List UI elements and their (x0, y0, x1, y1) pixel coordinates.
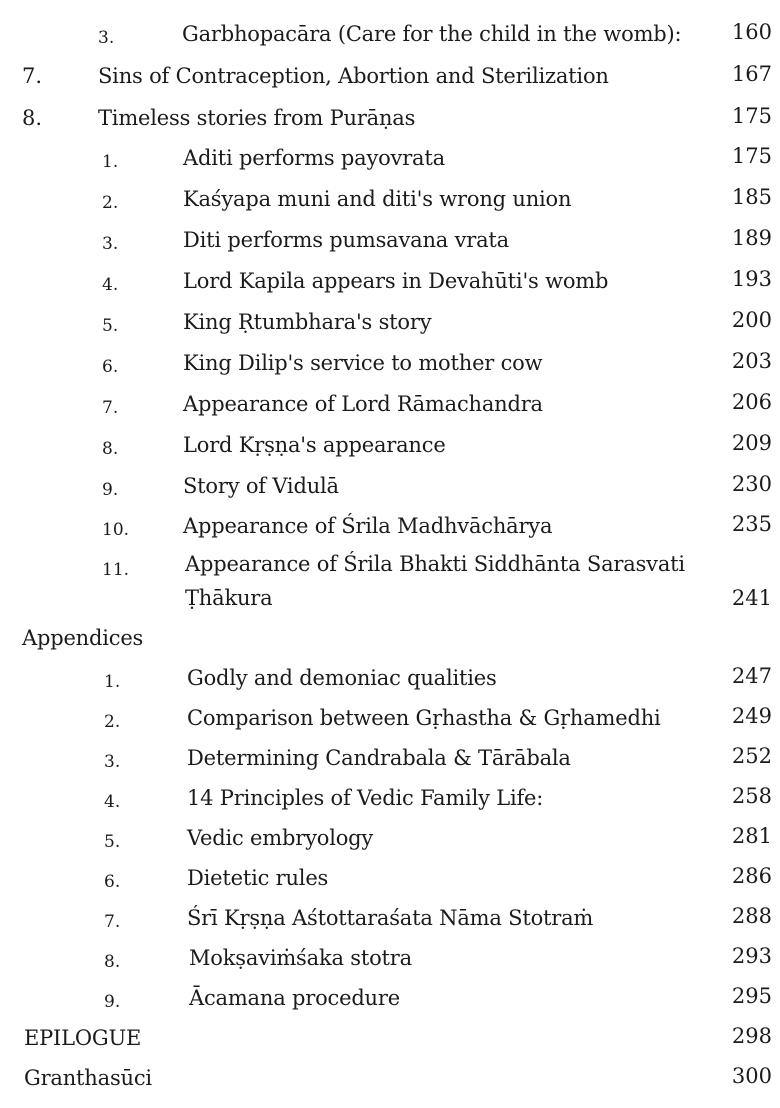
granthasuci-title: Granthasūci (24, 1066, 152, 1090)
entry-page: 203 (731, 349, 772, 373)
entry-page: 249 (731, 704, 772, 728)
entry-page: 206 (731, 390, 772, 414)
entry-number: 7. (22, 64, 43, 88)
entry-title: Appearance of Lord Rāmachandra (183, 392, 543, 416)
entry-title: Timeless stories from Purāṇas (98, 106, 416, 130)
entry-page: 300 (731, 1064, 772, 1088)
entry-number: 1. (104, 672, 121, 692)
entry-number: 7. (102, 398, 119, 418)
entry-page: 193 (731, 267, 772, 291)
entry-title: Kaśyapa muni and diti's wrong union (183, 187, 572, 211)
entry-page: 230 (731, 472, 772, 496)
entry-title: Godly and demoniac qualities (187, 666, 497, 690)
entry-page: 175 (731, 104, 772, 128)
entry-number: 5. (104, 832, 121, 852)
entry-page: 298 (731, 1024, 772, 1048)
entry-page: 286 (731, 864, 772, 888)
entry-number: 6. (104, 872, 121, 892)
entry-page: 185 (731, 185, 772, 209)
entry-page: 281 (731, 824, 772, 848)
toc-entry (0, 822, 780, 862)
toc-entry (0, 470, 780, 510)
entry-title: Dietetic rules (187, 866, 329, 890)
entry-number: 11. (102, 560, 130, 580)
entry-page: 258 (731, 784, 772, 808)
toc-entry (0, 306, 780, 346)
entry-page: 293 (731, 944, 772, 968)
section-heading (0, 624, 780, 664)
entry-page: 167 (731, 62, 772, 86)
entry-number: 8. (102, 439, 119, 459)
entry-page: 241 (731, 586, 772, 610)
entry-page: 200 (731, 308, 772, 332)
entry-number: 7. (104, 912, 121, 932)
entry-number: 3. (98, 28, 115, 48)
entry-title: Diti performs pumsavana vrata (183, 228, 509, 252)
entry-title-continuation: Ṭhākura (185, 586, 273, 610)
entry-number: 4. (104, 792, 121, 812)
entry-title: Appearance of Śrila Bhakti Siddhānta Sarasvati (185, 552, 685, 576)
entry-title: Ācamana procedure (189, 986, 400, 1010)
entry-number: 5. (102, 316, 119, 336)
toc-entry (0, 60, 780, 100)
entry-page: 160 (731, 20, 772, 44)
entry-number: 2. (102, 193, 119, 213)
toc-entry (0, 662, 780, 702)
entry-title: Śrī Kṛṣṇa Aśtottaraśata Nāma Stotraṁ (187, 906, 594, 930)
entry-number: 9. (102, 480, 119, 500)
entry-title: Comparison between Gṛhastha & Gṛhamedhi (187, 706, 661, 730)
toc-entry (0, 982, 780, 1022)
entry-page: 175 (731, 144, 772, 168)
toc-entry (0, 862, 780, 902)
epilogue-title: EPILOGUE (24, 1026, 142, 1050)
entry-number: 8. (22, 106, 43, 130)
toc-entry (0, 1022, 780, 1062)
toc-entry (0, 942, 780, 982)
toc-entry (0, 183, 780, 223)
toc-entry (0, 742, 780, 782)
toc-entry (0, 902, 780, 942)
entry-title: Aditi performs payovrata (183, 146, 445, 170)
toc-entry (0, 224, 780, 264)
entry-number: 4. (102, 275, 119, 295)
entry-number: 2. (104, 712, 121, 732)
appendices-heading: Appendices (22, 626, 144, 650)
toc-entry (0, 142, 780, 182)
entry-page: 235 (731, 512, 772, 536)
entry-title: Appearance of Śrila Madhvāchārya (183, 514, 553, 538)
toc-entry (0, 347, 780, 387)
toc-entry (0, 18, 780, 58)
entry-title: Garbhopacāra (Care for the child in the womb): (182, 22, 682, 46)
entry-title: Determining Candrabala & Tārābala (187, 746, 571, 770)
entry-page: 252 (731, 744, 772, 768)
entry-page: 247 (731, 664, 772, 688)
toc-entry (0, 782, 780, 822)
entry-title: 14 Principles of Vedic Family Life: (187, 786, 544, 810)
toc-entry (0, 550, 780, 620)
entry-page: 288 (731, 904, 772, 928)
entry-number: 6. (102, 357, 119, 377)
entry-title: Mokṣaviṁśaka stotra (189, 946, 412, 970)
entry-number: 3. (102, 234, 119, 254)
toc-entry (0, 510, 780, 550)
entry-number: 10. (102, 520, 130, 540)
entry-page: 295 (731, 984, 772, 1008)
entry-number: 3. (104, 752, 121, 772)
toc-entry (0, 429, 780, 469)
entry-title: King Dilip's service to mother cow (183, 351, 543, 375)
entry-title: Lord Kapila appears in Devahūti's womb (183, 269, 609, 293)
entry-page: 209 (731, 431, 772, 455)
entry-title: Lord Kṛṣṇa's appearance (183, 433, 446, 457)
toc-entry (0, 102, 780, 142)
toc-entry (0, 702, 780, 742)
entry-number: 1. (102, 152, 119, 172)
toc-entry (0, 388, 780, 428)
entry-number: 9. (104, 992, 121, 1012)
toc-entry (0, 265, 780, 305)
entry-title: King Ṛtumbhara's story (183, 310, 432, 334)
entry-title: Story of Vidulā (183, 474, 339, 498)
entry-number: 8. (104, 952, 121, 972)
toc-entry (0, 1062, 780, 1102)
entry-title: Sins of Contraception, Abortion and Sterilization (98, 64, 609, 88)
entry-page: 189 (731, 226, 772, 250)
entry-title: Vedic embryology (187, 826, 374, 850)
